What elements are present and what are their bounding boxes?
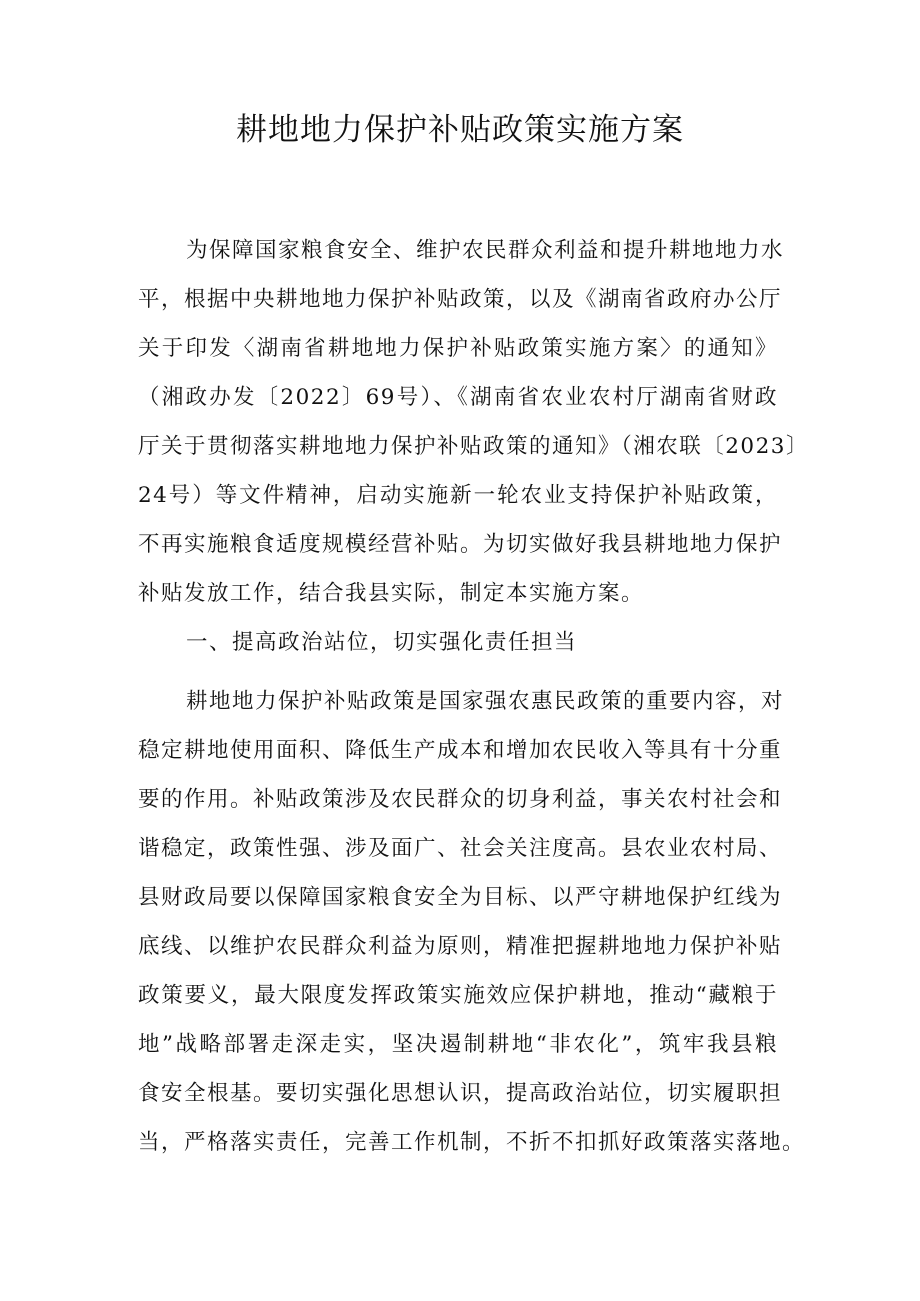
section-heading-text: 一、提高政治站位，切实强化责任担当 xyxy=(186,630,578,655)
paragraph-line: 耕地地力保护补贴政策是国家强农惠民政策的重要内容，对 xyxy=(186,689,785,714)
paragraph-line: （湘政办发〔2022〕69号）、《湖南省农业农村厅湖南省财政 xyxy=(138,385,778,410)
paragraph-line: 当，严格落实责任，完善工作机制，不折不扣抓好政策落实落地。 xyxy=(138,1130,806,1155)
paragraph-line: 食安全根基。要切实强化思想认识，提高政治站位，切实履职担 xyxy=(138,1081,783,1106)
paragraph-line: 政策要义，最大限度发挥政策实施效应保护耕地，推动“藏粮于 xyxy=(138,983,778,1008)
paragraph-line: 厅关于贯彻落实耕地地力保护补贴政策的通知》（湘农联〔2023〕 xyxy=(138,434,809,459)
paragraph-line: 谐稳定，政策性强、涉及面广、社会关注度高。县农业农村局、 xyxy=(138,836,783,861)
paragraph-line: 24号）等文件精神，启动实施新一轮农业支持保护补贴政策， xyxy=(138,483,778,508)
paragraph-line: 关于印发〈湖南省耕地地力保护补贴政策实施方案〉的通知》 xyxy=(138,336,778,361)
paragraph-line: 平，根据中央耕地地力保护补贴政策，以及《湖南省政府办公厅 xyxy=(138,287,783,312)
document-title: 耕地地力保护补贴政策实施方案 xyxy=(236,112,684,148)
paragraph-line: 稳定耕地使用面积、降低生产成本和增加农民收入等具有十分重 xyxy=(138,738,783,763)
paragraph-line: 补贴发放工作，结合我县实际，制定本实施方案。 xyxy=(138,581,645,606)
paragraph-line: 为保障国家粮食安全、维护农民群众利益和提升耕地地力水 xyxy=(186,238,785,263)
paragraph-line: 地”战略部署走深走实，坚决遏制耕地“非农化”，筑牢我县粮 xyxy=(138,1032,778,1057)
paragraph-line: 不再实施粮食适度规模经营补贴。为切实做好我县耕地地力保护 xyxy=(138,532,783,557)
paragraph-line: 县财政局要以保障国家粮食安全为目标、以严守耕地保护红线为 xyxy=(138,885,783,910)
paragraph-line: 要的作用。补贴政策涉及农民群众的切身利益，事关农村社会和 xyxy=(138,787,783,812)
paragraph-line: 底线、以维护农民群众利益为原则，精准把握耕地地力保护补贴 xyxy=(138,934,783,959)
